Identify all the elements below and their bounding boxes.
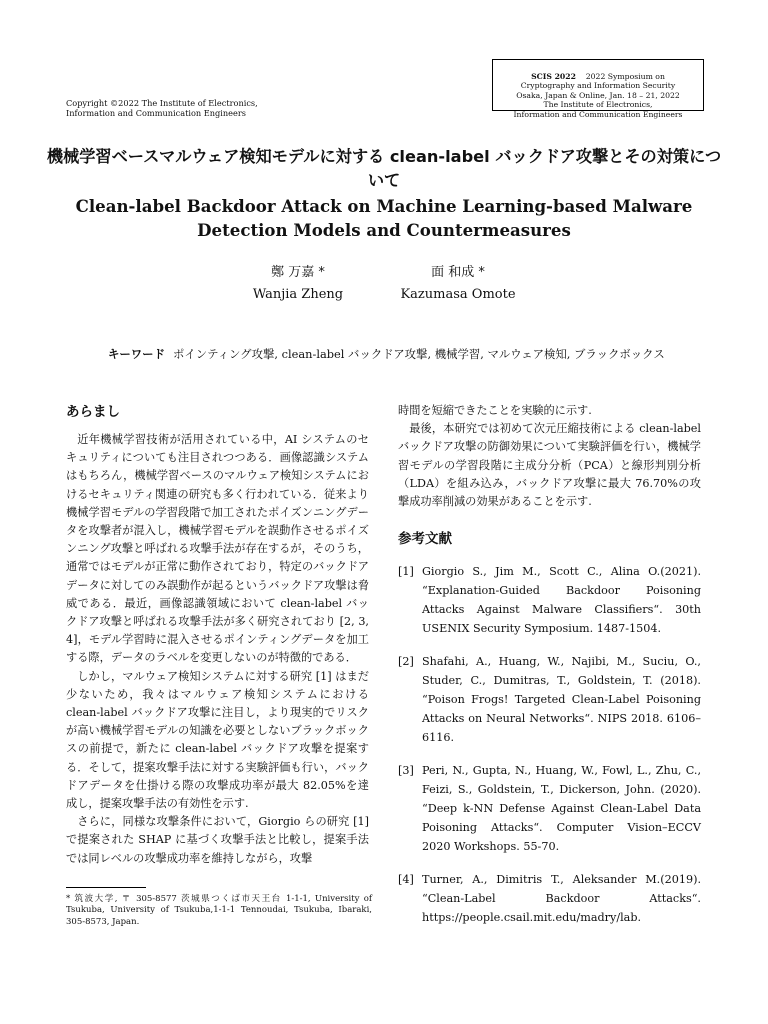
reference-number: [3]: [398, 764, 414, 778]
abstract-paragraph-2: しかし，マルウェア検知システムに対する研究 [1] はまだ少ないため，我々はマルウェア検知システムにおける clean-label バックドア攻撃に注目し，より現実的でリスクが高い機械学習モデルの知識を必要としないブラックボックスの前提で，新たに clean-label バックドア攻撃を提案する．そして，提案攻撃手法に対する実験評価も行い，バックドアデータを仕掛ける際の攻撃成功率が最大 82.05%を達成し，提案攻撃手法の有効性を示す.: [66, 669, 369, 811]
reference-text: Giorgio S., Jim M., Scott C., Alina O.(2021). “Explanation-Guided Backdoor Poisoning Attacks Against Malware Classifiers“. 30th USENIX Security Symposium. 1487-1504.: [422, 565, 701, 636]
keywords-text: ポインティング攻撃, clean-label バックドア攻撃, 機械学習, マルウェア検知, ブラックボックス: [172, 347, 665, 361]
abstract-paragraph-3: さらに，同様な攻撃条件において，Giorgio らの研究 [1] で提案された SHAP に基づく攻撃手法と比較し，提案手法では同レベルの攻撃成功率を維持しながら，攻撃: [66, 815, 369, 865]
reference-text: Peri, N., Gupta, N., Huang, W., Fowl, L., Zhu, C., Feizi, S., Goldstein, T., Dickerson, John. (2020). “Deep k-NN Defense Against Clean-Label Data Poisoning Attacks“. Computer Vision–ECCV 2020 Workshops. 55-70.: [422, 764, 701, 854]
keywords-label: キーワード: [108, 347, 165, 361]
author-1-name-ja: 鄭 万嘉 *: [271, 265, 325, 280]
reference-number: [2]: [398, 655, 414, 669]
reference-text: Turner, A., Dimitris T., Aleksander M.(2019). “Clean-Label Backdoor Attacks“. https://people.csail.mit.edu/madry/lab.: [422, 873, 701, 925]
reference-number: [4]: [398, 873, 414, 887]
copyright-notice: Copyright ©2022 The Institute of Electronics, Information and Communication Engineers: [66, 98, 258, 118]
right-column: [398, 402, 701, 941]
reference-number: [1]: [398, 565, 414, 579]
abstract-heading: あらまし: [66, 404, 120, 420]
references-heading: 参考文献: [398, 531, 452, 548]
reference-item: [398, 870, 701, 927]
author-2-name-ja: 面 和成 *: [431, 265, 485, 280]
keywords: [100, 346, 676, 363]
reference-item: [398, 562, 701, 638]
conference-label: SCIS 2022: [531, 71, 576, 81]
left-column: [66, 402, 369, 868]
abstract-paragraph-4: 最後，本研究では初めて次元圧縮技術による clean-label バックドア攻撃の防御効果について実験評価を行い，機械学習モデルの学習段階に主成分分析（PCA）と線形判別分析（LDA）を組み込み，バックドア攻撃に最大 76.70%の攻撃成功率削減の効果があることを示す.: [398, 422, 701, 509]
title-english: Clean-label Backdoor Attack on Machine Learning-based Malware Detection Models and Countermeasures: [75, 196, 693, 240]
author-2-name-en: Kazumasa Omote: [400, 287, 516, 302]
reference-item: [398, 652, 701, 747]
footnote-rule: [66, 887, 146, 888]
conference-info-box: [492, 59, 704, 119]
reference-text: Shafahi, A., Huang, W., Najibi, M., Suciu, O., Studer, C., Dumitras, T., Goldstein, T. (2018). “Poison Frogs! Targeted Clean-Label Poisoning Attacks on Neural Networks“. NIPS 2018. 6106–6116.: [422, 655, 701, 745]
reference-item: [398, 761, 701, 856]
title-japanese: 機械学習ベースマルウェア検知モデルに対する clean-label バックドア攻撃とその対策について: [46, 147, 722, 190]
author-1-name-en: Wanjia Zheng: [252, 287, 344, 302]
footnote: * 筑波大学, 〒 305-8577 茨城県つくば市天王台 1-1-1, University of Tsukuba, University of Tsukuba,1-1-1 Tennoudai, Tsukuba, Ibaraki, 305-8573, Japan.: [66, 894, 372, 927]
abstract-paragraph-1: 近年機械学習技術が活用されている中，AI システムのセキュリティについても注目されつつある．画像認識システムはもちろん，機械学習ベースのマルウェア検知システムにおけるセキュリティ関連の研究も多く行われている．従来より機械学習モデルの学習段階で加工されたポイズンニングデータを攻撃者が混入し，機械学習モデルを誤動作させるポイズンニング攻撃と呼ばれる攻撃手法が存在するが，そのうち，通常ではモデルが正常に動作されており，特定のバックドアデータに対してのみ誤動作が起るというバックドア攻撃は脅威である．最近，画像認識領域において clean-label バックドア攻撃と呼ばれる攻撃手法が多く研究されており [2, 3, 4]，モデル学習時に混入させるポインティングデータを加工する際，データのラベルを変更しないのが特徴的である．: [66, 433, 369, 665]
conference-details: 2022 Symposium on Cryptography and Information Security Osaka, Japan & Online, Jan. 18 – 21, 2022 The Institute of Electronics, Information and Communication Engineers: [513, 71, 683, 119]
abstract-continued: 時間を短縮できたことを実験的に示す.: [398, 404, 592, 417]
author-2: [358, 262, 558, 306]
